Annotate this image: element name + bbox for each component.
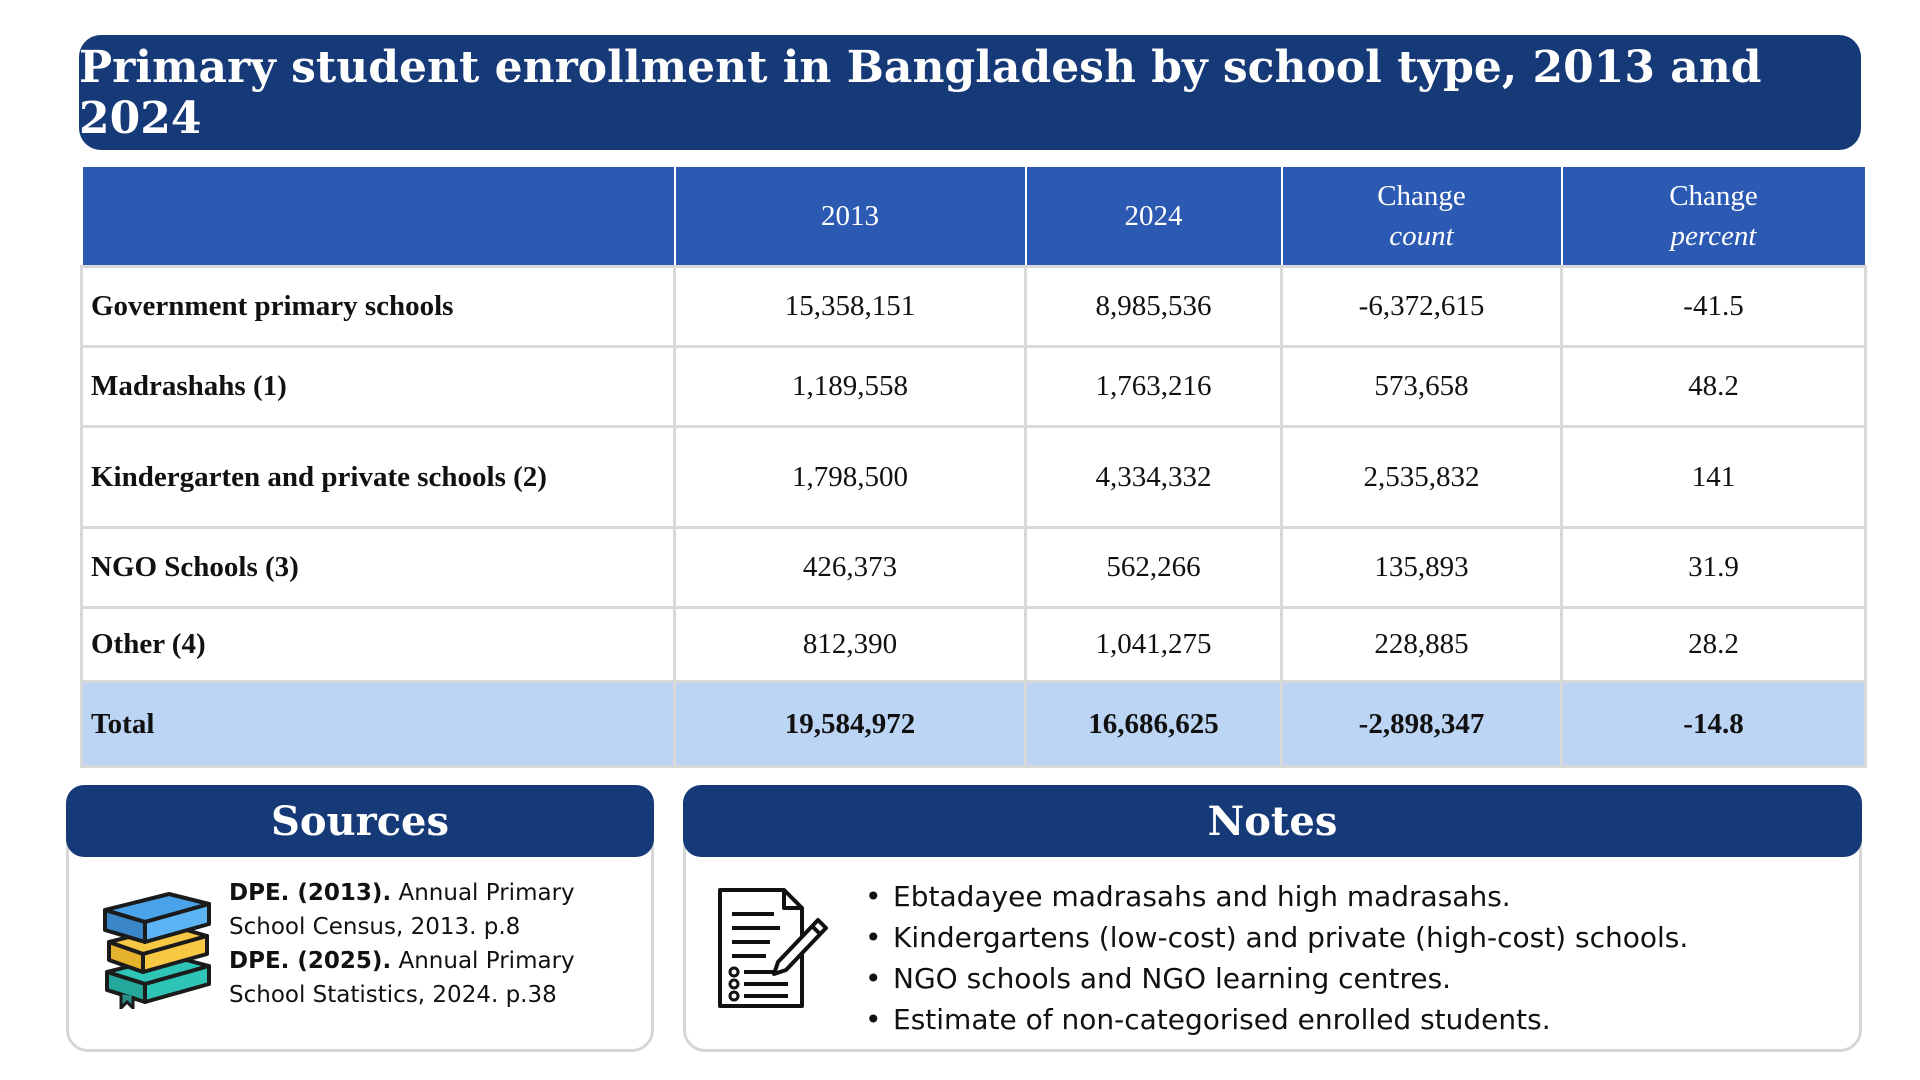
cell-2024: 1,041,275 <box>1026 608 1282 682</box>
notepad-icon <box>714 884 832 1012</box>
row-label: Madrashahs (1) <box>82 347 675 427</box>
cell-2024: 8,985,536 <box>1026 267 1282 347</box>
table-row <box>82 608 1866 682</box>
cell-2013: 1,189,558 <box>675 347 1026 427</box>
header-2024: 2024 <box>1026 166 1282 267</box>
cell-change-percent: 31.9 <box>1562 528 1866 608</box>
page-title: Primary student enrollment in Bangladesh by school type, 2013 and 2024 <box>79 41 1762 144</box>
notes-panel <box>683 785 1862 1052</box>
table-total-row <box>82 682 1866 767</box>
note-item: • Estimate of non-categorised enrolled students. <box>861 999 1821 1040</box>
table-row <box>82 347 1866 427</box>
total-2024: 16,686,625 <box>1026 682 1282 767</box>
total-change-count: -2,898,347 <box>1282 682 1562 767</box>
row-label: Other (4) <box>82 608 675 682</box>
source-text: Annual Primary School Statistics, 2024. p.38 <box>229 948 575 1008</box>
note-item: • Ebtadayee madrasahs and high madrasahs. <box>861 876 1821 917</box>
sources-panel <box>66 785 654 1052</box>
cell-change-count: 135,893 <box>1282 528 1562 608</box>
note-item: • Kindergartens (low-cost) and private (high-cost) schools. <box>861 917 1821 958</box>
cell-2013: 1,798,500 <box>675 427 1026 528</box>
note-item: • NGO schools and NGO learning centres. <box>861 958 1821 999</box>
table-row <box>82 528 1866 608</box>
row-label: Government primary schools <box>82 267 675 347</box>
source-item <box>229 876 649 944</box>
cell-2024: 1,763,216 <box>1026 347 1282 427</box>
header-blank <box>82 166 675 267</box>
header-change-percent-line2: percent <box>1670 220 1757 252</box>
row-label: Kindergarten and private schools (2) <box>82 427 675 528</box>
table-row <box>82 267 1866 347</box>
total-change-percent: -14.8 <box>1562 682 1866 767</box>
total-label: Total <box>82 682 675 767</box>
cell-change-count: 228,885 <box>1282 608 1562 682</box>
cell-2013: 15,358,151 <box>675 267 1026 347</box>
cell-2013: 812,390 <box>675 608 1026 682</box>
header-change-count-line1: Change <box>1377 180 1466 212</box>
table-row <box>82 427 1866 528</box>
cell-2013: 426,373 <box>675 528 1026 608</box>
row-label: NGO Schools (3) <box>82 528 675 608</box>
total-2013: 19,584,972 <box>675 682 1026 767</box>
cell-2024: 4,334,332 <box>1026 427 1282 528</box>
cell-change-percent: 141 <box>1562 427 1866 528</box>
books-icon <box>99 884 215 1009</box>
sources-list <box>229 876 649 1012</box>
notes-heading: Notes <box>683 785 1862 857</box>
header-change-count-line2: count <box>1389 220 1454 252</box>
header-change-percent-line1: Change <box>1669 180 1758 212</box>
cell-change-count: 2,535,832 <box>1282 427 1562 528</box>
source-item <box>229 944 649 1012</box>
cell-2024: 562,266 <box>1026 528 1282 608</box>
source-author: DPE. (2013). <box>229 880 392 906</box>
cell-change-count: -6,372,615 <box>1282 267 1562 347</box>
cell-change-percent: 28.2 <box>1562 608 1866 682</box>
cell-change-count: 573,658 <box>1282 347 1562 427</box>
enrollment-table <box>80 165 1867 768</box>
header-change-count <box>1282 166 1562 267</box>
table-header-row <box>82 166 1866 267</box>
cell-change-percent: -41.5 <box>1562 267 1866 347</box>
notes-list <box>861 876 1821 1040</box>
title-banner <box>79 35 1861 150</box>
source-text: Annual Primary School Census, 2013. p.8 <box>229 880 575 940</box>
header-change-percent <box>1562 166 1866 267</box>
source-author: DPE. (2025). <box>229 948 392 974</box>
sources-heading: Sources <box>66 785 654 857</box>
header-2013: 2013 <box>675 166 1026 267</box>
cell-change-percent: 48.2 <box>1562 347 1866 427</box>
